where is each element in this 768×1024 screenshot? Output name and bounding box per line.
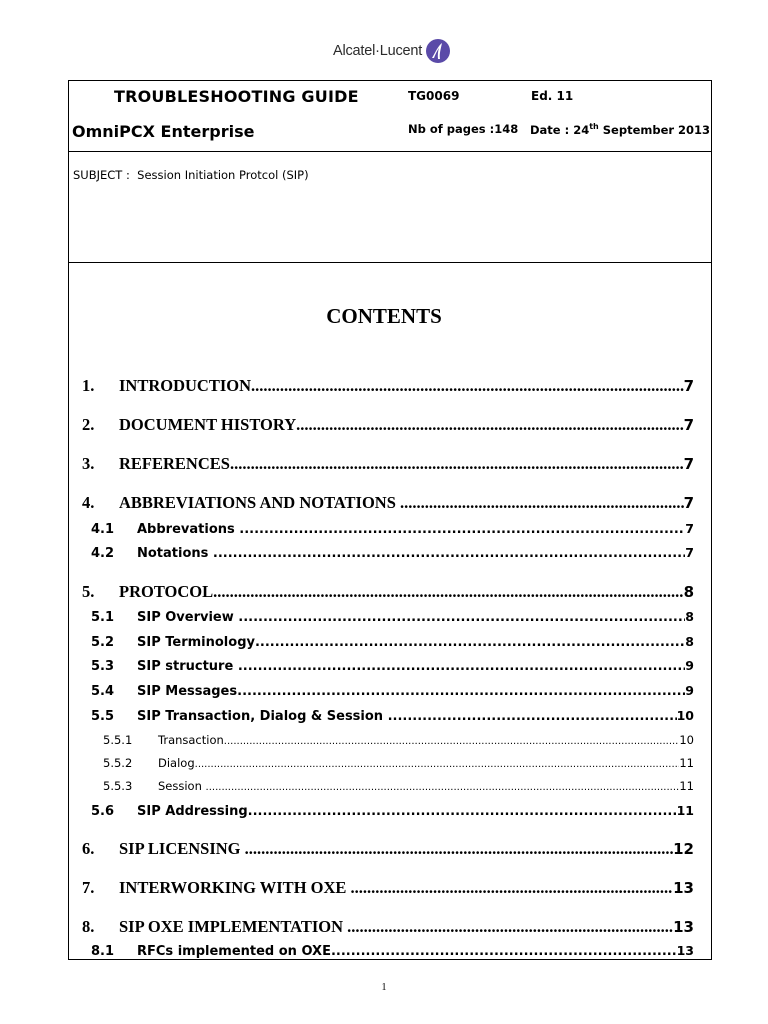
toc-entry[interactable] [91,683,694,699]
toc-entry-page: 7 [683,377,694,395]
toc-dot-leader [388,709,677,724]
toc-entry[interactable] [91,943,694,959]
toc-entry-title: SIP Addressing [137,804,248,819]
toc-entry[interactable] [82,582,694,602]
toc-dot-leader [238,659,685,674]
toc-entry[interactable] [82,376,694,396]
toc-entry-page: 12 [673,840,694,858]
toc-entry[interactable] [82,917,694,937]
toc-entry-page: 7 [683,455,694,473]
toc-entry-number: 5.4 [91,684,115,699]
toc-entry-title: Abbrevations [137,522,240,537]
toc-entry-page: 8 [685,634,694,649]
toc-entry-number: 4.1 [91,522,115,537]
contents-heading: CONTENTS [326,304,442,328]
toc-entry[interactable] [103,779,694,793]
toc-entry-title: DOCUMENT HISTORY [119,415,297,434]
toc-entry[interactable] [91,545,694,561]
toc-dot-leader [255,635,685,650]
toc-entry[interactable] [82,493,694,513]
publication-date: Date : 24th September 2013 [530,122,711,137]
toc-entry-number: 5.1 [91,610,115,625]
toc-dot-leader [213,546,685,561]
toc-entry[interactable] [91,634,694,650]
toc-entry-title: Notations [137,546,213,561]
toc-entry-title: RFCs implemented on OXE [137,944,331,959]
toc-entry-page: 7 [685,521,694,536]
guide-reference: TG0069 [408,89,460,103]
product-name: OmniPCX Enterprise [72,122,255,141]
toc-entry-number: 5.5.2 [103,756,133,770]
toc-entry-number: 2. [82,415,95,434]
toc-entry-title: INTRODUCTION [119,376,252,395]
toc-dot-leader [331,944,677,959]
toc-entry-page: 11 [679,756,694,770]
toc-entry-page: 7 [683,416,694,434]
toc-entry-number: 3. [82,454,95,473]
logo-text: Alcatel·Lucent [333,43,423,59]
toc-entry-page: 7 [685,545,694,560]
toc-dot-leader [206,782,680,793]
toc-entry-number: 4.2 [91,546,115,561]
toc-entry-title: Transaction [158,733,224,747]
toc-entry-title: SIP OXE IMPLEMENTATION [119,917,348,936]
toc-entry-title: Dialog [158,756,195,770]
toc-entry[interactable] [103,733,694,747]
toc-entry-title: REFERENCES [119,454,230,473]
toc-entry-title: SIP structure [137,659,238,674]
toc-entry-page: 9 [685,683,694,698]
toc-dot-leader [351,878,674,898]
toc-entry[interactable] [91,803,694,819]
toc-entry[interactable] [82,878,694,898]
toc-entry-page: 9 [685,658,694,673]
toc-entry[interactable] [103,756,694,770]
toc-entry-number: 5.5.3 [103,779,133,793]
toc-entry[interactable] [82,839,694,859]
toc-dot-leader [238,610,685,625]
toc-dot-leader [248,804,677,819]
toc-entry-number: 8.1 [91,944,115,959]
toc-dot-leader [347,917,673,937]
toc-dot-leader [251,376,684,396]
toc-dot-leader [400,493,684,513]
toc-entry-page: 13 [673,918,694,936]
toc-entry[interactable] [91,708,694,724]
toc-entry-page: 11 [676,803,694,818]
toc-entry-page: 7 [683,494,694,512]
toc-entry-title: SIP Messages [137,684,238,699]
toc-entry-page: 13 [673,879,694,897]
toc-entry-page: 10 [676,708,694,723]
page-number: 1 [381,982,387,993]
toc-dot-leader [213,582,683,602]
toc-dot-leader [230,454,684,474]
toc-entry-page: 8 [683,583,694,601]
toc-dot-leader [239,522,685,537]
toc-entry[interactable] [91,609,694,625]
toc-entry-number: 5.3 [91,659,115,674]
toc-dot-leader [224,736,680,747]
toc-entry[interactable] [91,521,694,537]
toc-entry-page: 13 [676,943,694,958]
toc-entry[interactable] [82,454,694,474]
guide-title: TROUBLESHOOTING GUIDE [114,87,359,106]
toc-dot-leader [237,684,685,699]
toc-entry-title: SIP LICENSING [119,839,245,858]
toc-entry-number: 7. [82,878,95,897]
toc-entry-title: Session [158,779,206,793]
edition: Ed. 11 [531,89,574,103]
toc-entry-number: 6. [82,839,95,858]
toc-entry-title: SIP Transaction, Dialog & Session [137,709,388,724]
toc-entry-page: 8 [685,609,694,624]
toc-entry-title: INTERWORKING WITH OXE [119,878,351,897]
toc-entry[interactable] [91,658,694,674]
toc-entry-number: 5.5 [91,709,115,724]
subject-line: SUBJECT : Session Initiation Protcol (SIP) [73,168,309,182]
toc-entry-number: 1. [82,376,95,395]
toc-dot-leader [195,759,680,770]
toc-dot-leader [245,839,673,859]
toc-entry-number: 5.6 [91,804,115,819]
toc-entry-title: ABBREVIATIONS AND NOTATIONS [119,493,401,512]
toc-entry-number: 8. [82,917,95,936]
toc-entry-title: SIP Overview [137,610,239,625]
toc-entry-title: PROTOCOL [119,582,214,601]
toc-entry-page: 11 [679,779,694,793]
toc-entry-number: 5.5.1 [103,733,133,747]
toc-entry-page: 10 [679,733,694,747]
toc-entry-number: 4. [82,493,95,512]
toc-entry-number: 5. [82,582,95,601]
page-count: Nb of pages :148 [408,122,519,136]
toc-entry[interactable] [82,415,694,435]
toc-entry-title: SIP Terminology [137,635,255,650]
toc-dot-leader [296,415,683,435]
toc-entry-number: 5.2 [91,635,115,650]
